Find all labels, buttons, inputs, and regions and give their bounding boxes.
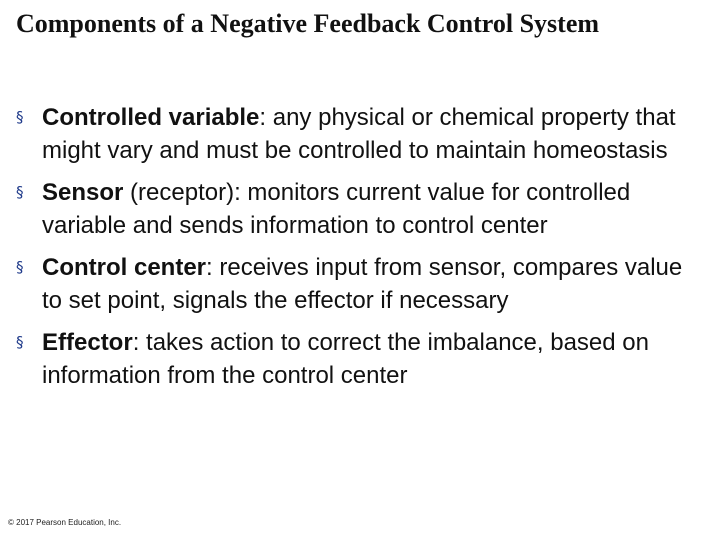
bullet-text: : receives input from sensor, compares value to set point, signals the effector if necessary [42,254,683,314]
bullet-text: : takes action to correct the imbalance, based on information from the control center [42,329,649,389]
bullet-item-control-center [16,251,696,317]
bullet-item-sensor [16,176,696,242]
bullet-item-controlled-variable [16,101,696,167]
bullet-marker-icon: § [16,183,24,201]
bullet-term: Control center [42,254,207,281]
bullet-list [16,101,696,401]
bullet-marker-icon: § [16,258,24,276]
bullet-marker-icon: § [16,108,24,126]
bullet-item-effector [16,326,696,392]
bullet-text: : any physical or chemical property that might vary and must be controlled to maintain homeostasis [42,104,676,164]
slide-title: Components of a Negative Feedback Control System [16,9,600,38]
bullet-term: Sensor [42,179,124,206]
bullet-term: Controlled variable [42,104,260,131]
bullet-term: Effector [42,329,133,356]
bullet-marker-icon: § [16,333,24,351]
copyright-notice: © 2017 Pearson Education, Inc. [8,518,122,527]
bullet-text: (receptor): monitors current value for controlled variable and sends information to control center [42,179,631,239]
